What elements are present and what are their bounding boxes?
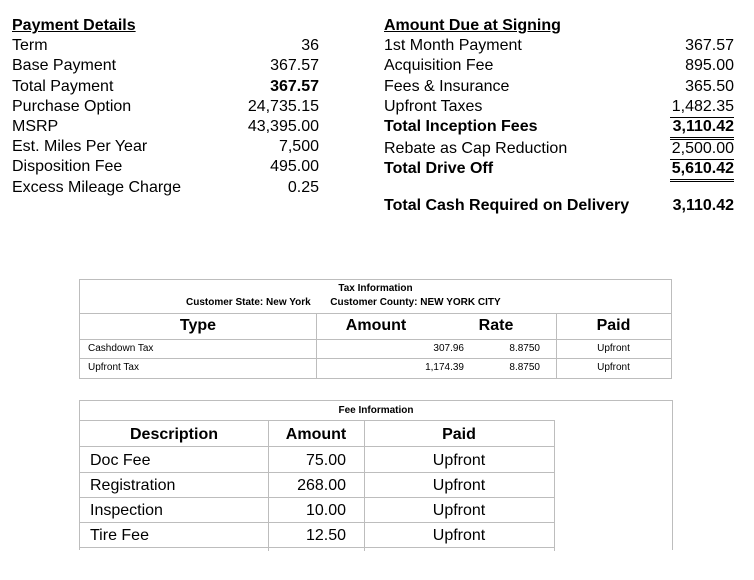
state-label: Customer State: (186, 297, 264, 308)
row-value: 1,482.35 (670, 97, 734, 118)
fee-header-description: Description (129, 426, 218, 443)
divider (554, 420, 555, 551)
row-label: Upfront Taxes (384, 98, 483, 115)
fee-row-description: Doc Fee (90, 452, 151, 469)
row-label: Base Payment (12, 57, 117, 74)
fee-row-paid: Upfront (432, 527, 486, 544)
row-label: Purchase Option (12, 98, 132, 115)
tax-row-type: Upfront Tax (88, 362, 139, 373)
row-value: 367.57 (270, 57, 319, 74)
row-label: Est. Miles Per Year (12, 138, 148, 155)
fee-row-amount: 75.00 (305, 452, 346, 469)
divider (80, 472, 554, 473)
divider (80, 522, 554, 523)
row-label: Total Drive Off (384, 160, 494, 177)
tax-information-table (79, 279, 672, 379)
divider (80, 313, 671, 314)
fee-row-description: Inspection (90, 502, 163, 519)
fee-row-amount: 268.00 (297, 477, 346, 494)
fee-row-paid: Upfront (432, 477, 486, 494)
row-value: 36 (301, 37, 319, 54)
tax-row-rate: 8.8750 (509, 362, 540, 373)
tax-row-paid: Upfront (597, 362, 630, 373)
row-label: Total Payment (12, 78, 114, 95)
tax-row-rate: 8.8750 (509, 343, 540, 354)
row-label: Total Inception Fees (384, 118, 538, 135)
county-value: NEW YORK CITY (420, 297, 501, 308)
fee-row-description: Registration (90, 477, 176, 494)
tax-header-type: Type (179, 317, 217, 334)
row-value: 367.57 (270, 78, 319, 95)
fee-header-paid: Paid (442, 426, 476, 443)
fee-row-paid: Upfront (432, 502, 486, 519)
row-value: 43,395.00 (247, 118, 319, 135)
divider (80, 446, 554, 447)
tax-header-amount: Amount (345, 317, 407, 334)
tax-row-amount: 1,174.39 (425, 362, 464, 373)
fee-row-amount: 10.00 (305, 502, 346, 519)
fee-information-table (79, 400, 673, 550)
tax-row-amount: 307.96 (433, 343, 464, 354)
tax-header-rate: Rate (478, 317, 514, 334)
fee-row-amount: 12.50 (305, 527, 346, 544)
row-value: 7,500 (278, 138, 319, 155)
fee-header-amount: Amount (285, 426, 347, 443)
row-label: 1st Month Payment (384, 37, 522, 54)
divider (80, 358, 671, 359)
customer-location (186, 297, 501, 309)
row-value: 365.50 (685, 78, 734, 95)
row-value: 3,110.42 (670, 117, 734, 140)
row-label: Acquisition Fee (384, 57, 494, 74)
county-label: Customer County: (330, 297, 418, 308)
row-label: Fees & Insurance (384, 78, 510, 95)
row-label: Term (12, 37, 48, 54)
row-value: 495.00 (270, 158, 319, 175)
amount-due-title: Amount Due at Signing (384, 17, 561, 34)
fee-row-description: Tire Fee (90, 527, 149, 544)
divider (80, 339, 671, 340)
total-cash-label: Total Cash Required on Delivery (384, 197, 630, 214)
row-value: 0.25 (287, 179, 319, 196)
row-value: 5,610.42 (670, 159, 734, 182)
row-label: Disposition Fee (12, 158, 123, 175)
row-value: 2,500.00 (670, 139, 734, 160)
row-value: 367.57 (685, 37, 734, 54)
tax-table-title: Tax Information (338, 283, 413, 294)
divider (80, 420, 554, 421)
row-value: 24,735.15 (247, 98, 319, 115)
fee-row-paid: Upfront (432, 452, 486, 469)
divider (80, 547, 554, 548)
fee-table-title: Fee Information (338, 405, 414, 416)
row-label: Excess Mileage Charge (12, 179, 181, 196)
row-label: MSRP (12, 118, 59, 135)
total-cash-value: 3,110.42 (672, 197, 734, 214)
tax-header-paid: Paid (596, 317, 631, 334)
divider (80, 497, 554, 498)
row-label: Rebate as Cap Reduction (384, 140, 568, 157)
state-value: New York (266, 297, 311, 308)
payment-details-title: Payment Details (12, 17, 136, 34)
tax-row-type: Cashdown Tax (88, 343, 154, 354)
tax-row-paid: Upfront (597, 343, 630, 354)
row-value: 895.00 (685, 57, 734, 74)
